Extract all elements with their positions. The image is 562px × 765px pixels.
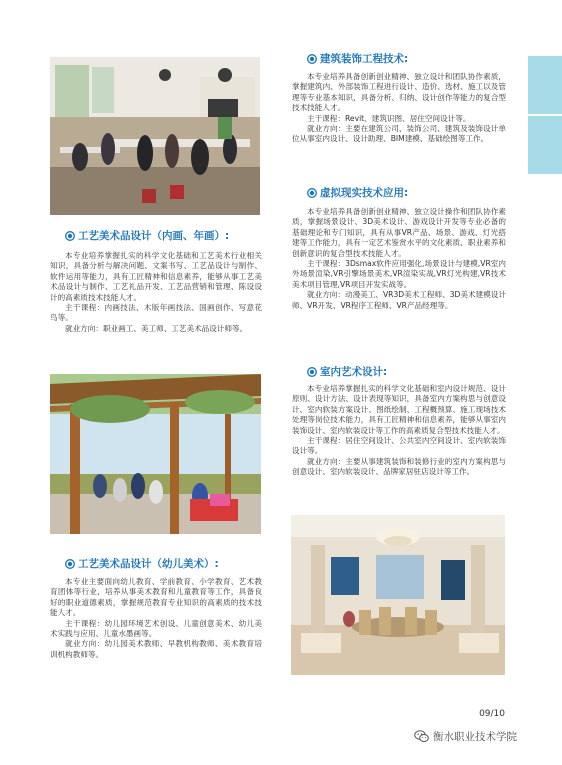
wechat-account-name: 衡水职业技术学院 — [433, 731, 517, 743]
circle-bullet-icon — [307, 54, 317, 64]
section-intro: 本专业培养掌握扎实的科学文化基础和工艺美术行业相关知识，具备分析与解决问题、文案书写、工艺品设计与制作、软件运用等能力，具有工匠精神和信息素养，能够从事工艺美术品设计与制作、工艺礼品开发、工艺品营销和管理、陈设设计的高素质技术技能人才。 — [50, 251, 262, 302]
section-title: 虚拟现实技术应用: — [320, 187, 409, 199]
outdoor-pergola-photo — [50, 374, 261, 534]
section-title: 工艺美术品设计（内画、年画）: — [78, 230, 230, 242]
section-intro: 本专业培养具备创新创业精神、独立设计和团队协作素质，掌握建筑内、外部装饰工程进行设计、造价、选材、施工以及管理等专业基本知识，具备分析、归纳、设计创作等能力的复合型技术技能人才。 — [292, 72, 506, 113]
circle-bullet-icon — [307, 367, 317, 377]
section-courses: 主干课程：3Dsmax软件应用强化,场景设计与建模,VR室内外场景渲染,VR引擎场景美术,VR渲染实战,VR灯光构建,VR技术美术项目管理,VR项目开发实战等。 — [292, 259, 506, 289]
section-heading-craft-children — [65, 556, 219, 571]
section-courses: 主干课程：居住空间设计、公共室内空间设计、室内软装饰设计等。 — [292, 436, 506, 456]
section-courses: 主干课程：幼儿园环境艺术创设、儿童创意美术、幼儿美术实践与应用、儿童水墨画等。 — [50, 618, 262, 639]
section-heading-architecture — [307, 51, 408, 66]
accent-strip-top — [528, 56, 562, 114]
section-title: 室内艺术设计: — [320, 366, 388, 378]
accent-strip-bottom — [528, 116, 562, 174]
section-body-craft-illustration — [50, 251, 262, 334]
section-body-craft-children — [50, 577, 262, 660]
section-careers: 就业方向：动漫美工、VR3D美术工程师、3D美术建模设计师、VR开发、VR程序工程师、VR产品经理等。 — [292, 290, 506, 310]
page-number: 09/10 — [479, 709, 505, 719]
section-body-architecture — [292, 72, 506, 145]
wechat-account-label — [414, 729, 517, 744]
section-courses: 主干课程：内画技法、木版年画技法、国画创作、写意花鸟等。 — [50, 303, 262, 323]
section-body-interior — [292, 384, 506, 478]
circle-bullet-icon — [307, 188, 317, 198]
section-careers: 就业方向：职业画工、美工师、工艺美术品设计师等。 — [65, 323, 248, 333]
circle-bullet-icon — [65, 559, 75, 569]
section-heading-interior — [307, 364, 387, 379]
section-heading-craft-illustration — [65, 228, 229, 243]
section-intro: 本专业主要面向幼儿教育、学前教育、小学教育、艺术教育团体等行业，培养从事美术教育和儿童教育等工作，具备良好的职业道德素质，掌握规范教育专业知识的高素质的技术技能人才。 — [50, 577, 262, 618]
section-heading-virtual-reality — [307, 185, 408, 200]
section-careers: 就业方向：主要在建筑公司、装饰公司、建筑及装饰设计单位从事室内设计、设计助理、BIM建模、基础绘图等工作。 — [292, 124, 506, 144]
classroom-photo — [50, 57, 260, 215]
wechat-icon — [414, 730, 429, 743]
section-intro: 本专业培养具备创新创业精神、独立设计操作和团队协作素质，掌握场景设计、3D美术设计、游戏设计开发等专业必备的基础理论和专门知识，具有从事VR产品、场景、游戏、灯光搭建等工作能力，具有一定艺术鉴赏水平的文化素质、职业素养和创新意识的复合型技术技能人才。 — [292, 207, 506, 258]
circle-bullet-icon — [65, 231, 75, 241]
section-courses: 主干课程：Revit、建筑识图、居住空间设计等。 — [307, 113, 471, 123]
section-careers: 就业方向：幼儿园美术教师、早教机构教师、美术教育培训机构教师等。 — [50, 639, 262, 659]
interior-design-photo — [291, 515, 505, 675]
section-title: 工艺美术品设计（幼儿美术）: — [78, 558, 219, 570]
section-body-virtual-reality — [292, 207, 506, 311]
section-careers: 就业方向：主要从事建筑装饰和装修行业的室内方案构思与创意设计、室内软装设计、品牌家居驻店设计等工作。 — [292, 456, 506, 477]
section-intro: 本专业培养掌握扎实的科学文化基础和室内设计规范、设计原则、设计方法、设计表现等知识，具备室内方案构思与创意设计、室内软装方案设计、图纸绘制、工程概预算、施工现场技术处理等岗位技术能力，具有工匠精神和信息素养，能够从事室内装饰设计、室内软装设计等工作的高素质复合型技术技能人才。 — [292, 384, 506, 435]
section-title: 建筑装饰工程技术: — [320, 53, 409, 65]
